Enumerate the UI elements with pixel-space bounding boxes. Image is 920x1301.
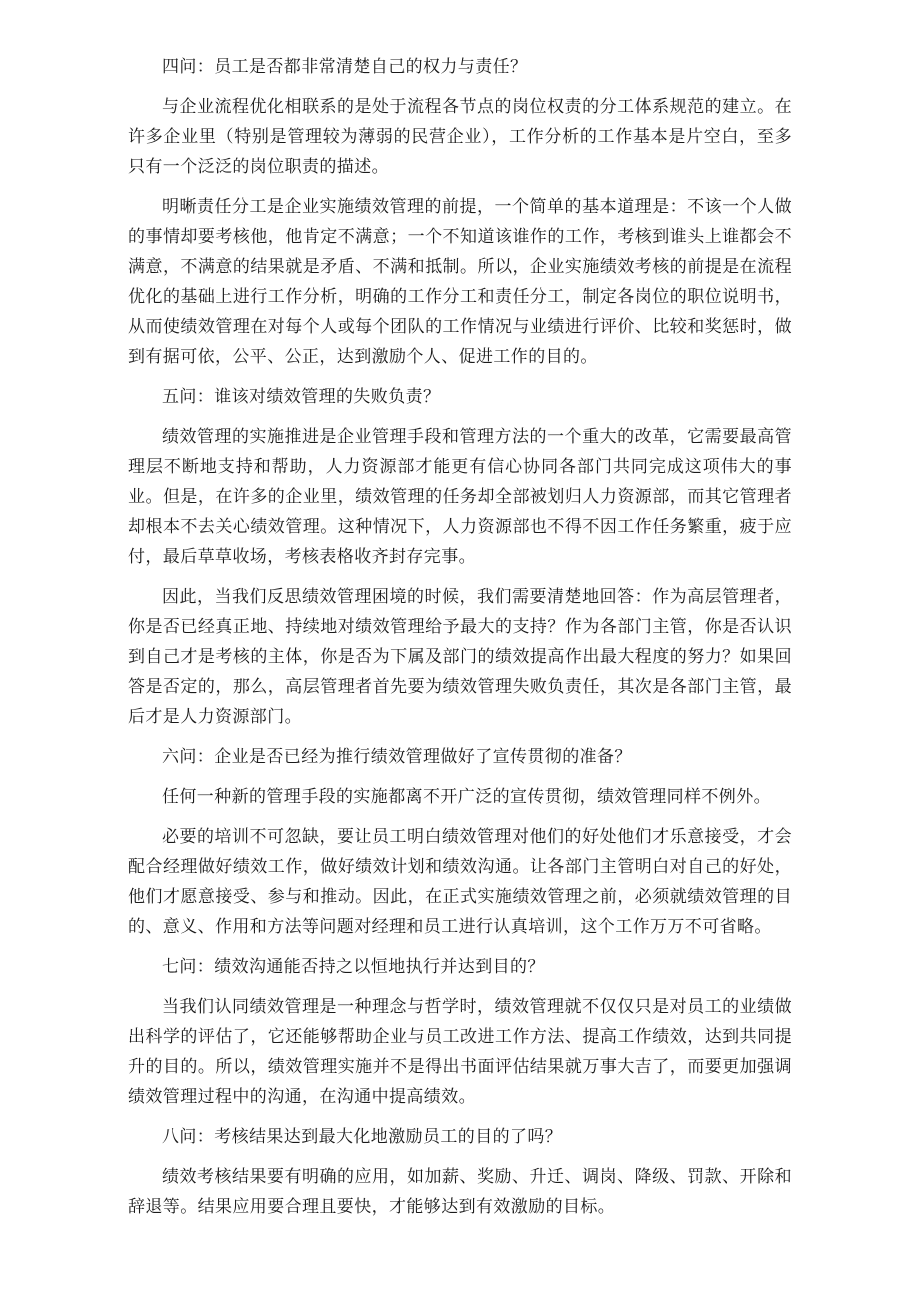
- body-paragraph: 与企业流程优化相联系的是处于流程各节点的岗位权责的分工体系规范的建立。在许多企业里（特别是管理较为薄弱的民营企业），工作分析的工作基本是片空白，至多只有一个泛泛的岗位职责的描述。: [128, 97, 792, 177]
- body-paragraph: 绩效考核结果要有明确的应用，如加薪、奖励、升迁、调岗、降级、罚款、开除和辞退等。结果应用要合理且要快，才能够达到有效激励的目标。: [128, 1167, 792, 1217]
- question-heading: 六问：企业是否已经为推行绩效管理做好了宣传贯彻的准备？: [162, 747, 632, 767]
- document-page: [128, 52, 792, 1232]
- question-heading: 五问：谁该对绩效管理的失败负责？: [162, 387, 441, 407]
- question-heading: 七问：绩效沟通能否持之以恒地执行并达到目的？: [162, 957, 545, 977]
- body-paragraph: 绩效管理的实施推进是企业管理手段和管理方法的一个重大的改革，它需要最高管理层不断地支持和帮助，人力资源部才能更有信心协同各部门共同完成这项伟大的事业。但是，在许多的企业里，绩效管理的任务却全部被划归人力资源部，而其它管理者却根本不去关心绩效管理。这种情况下，人力资源部也不得不因工作任务繁重，疲于应付，最后草草收场，考核表格收齐封存完事。: [128, 427, 792, 567]
- body-paragraph: 明晰责任分工是企业实施绩效管理的前提，一个简单的基本道理是：不该一个人做的事情却要考核他，他肯定不满意；一个不知道该谁作的工作，考核到谁头上谁都会不满意，不满意的结果就是矛盾、不满和抵制。所以，企业实施绩效考核的前提是在流程优化的基础上进行工作分析，明确的工作分工和责任分工，制定各岗位的职位说明书，从而使绩效管理在对每个人或每个团队的工作情况与业绩进行评价、比较和奖惩时，做到有据可依，公平、公正，达到激励个人、促进工作的目的。: [128, 197, 792, 367]
- question-heading: 八问：考核结果达到最大化地激励员工的目的了吗？: [162, 1127, 563, 1147]
- body-paragraph: 因此，当我们反思绩效管理困境的时候，我们需要清楚地回答：作为高层管理者，你是否已经真正地、持续地对绩效管理给予最大的支持？作为各部门主管，你是否认识到自己才是考核的主体，你是否为下属及部门的绩效提高作出最大程度的努力？如果回答是否定的，那么，高层管理者首先要为绩效管理失败负责任，其次是各部门主管，最后才是人力资源部门。: [128, 587, 792, 727]
- body-paragraph: 任何一种新的管理手段的实施都离不开广泛的宣传贯彻，绩效管理同样不例外。: [162, 787, 771, 807]
- question-heading: 四问：员工是否都非常清楚自己的权力与责任？: [162, 57, 528, 77]
- body-paragraph: 当我们认同绩效管理是一种理念与哲学时，绩效管理就不仅仅只是对员工的业绩做出科学的评估了，它还能够帮助企业与员工改进工作方法、提高工作绩效，达到共同提升的目的。所以，绩效管理实施并不是得出书面评估结果就万事大吉了，而要更加强调绩效管理过程中的沟通，在沟通中提高绩效。: [128, 997, 792, 1107]
- body-paragraph: 必要的培训不可忽缺，要让员工明白绩效管理对他们的好处他们才乐意接受，才会配合经理做好绩效工作，做好绩效计划和绩效沟通。让各部门主管明白对自己的好处，他们才愿意接受、参与和推动。因此，在正式实施绩效管理之前，必须就绩效管理的目的、意义、作用和方法等问题对经理和员工进行认真培训，这个工作万万不可省略。: [128, 827, 792, 937]
